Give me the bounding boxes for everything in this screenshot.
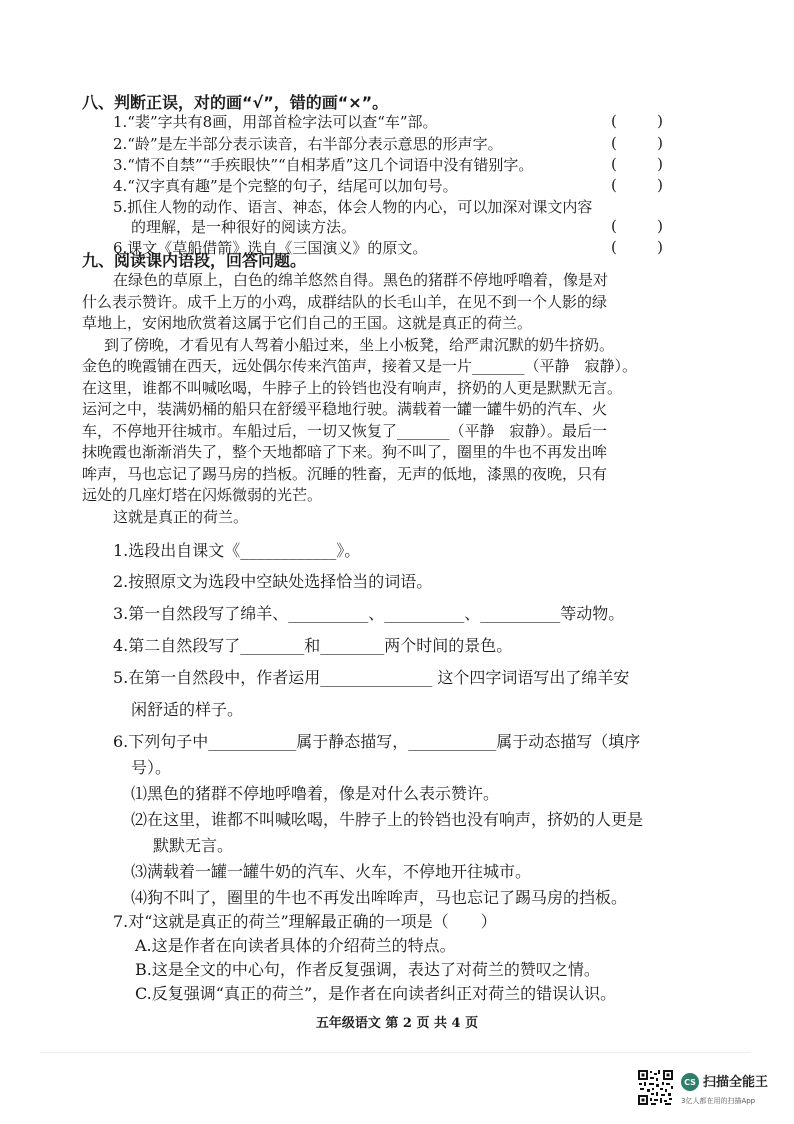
passage-line: 车，不停地开往城市。车船过后，一切又恢复了_______（平静 寂静）。最后一	[82, 422, 608, 440]
question-5: 5.在第一自然段中，作者运用______________ 这个四字词语写出了绵羊安	[113, 668, 630, 687]
choice-c: C.反复强调“真正的荷兰”，是作者在向读者纠正对荷兰的错误认识。	[135, 984, 617, 1003]
choice-b: B.这是全文的中心句，作者反复强调，表达了对荷兰的赞叹之情。	[135, 960, 600, 979]
qr-code-icon	[637, 1069, 674, 1106]
option-sentence-3: ⑶满载着一罐一罐牛奶的汽车、火车，不停地开往城市。	[131, 862, 532, 881]
question-5-cont: 闲舒适的样子。	[131, 700, 244, 719]
option-sentence-4: ⑷狗不叫了，圈里的牛也不再发出哞哞声，马也忘记了踢马房的挡板。	[131, 888, 628, 907]
question-1: 1.选段出自课文《____________》。	[113, 541, 361, 560]
judge-item-3: 3.“情不自禁”“手疾眼快”“自相茅盾”这几个词语中没有错别字。	[113, 156, 534, 174]
option-sentence-2-cont: 默默无言。	[153, 836, 234, 855]
choice-a: A.这是作者在向读者具体的介绍荷兰的特点。	[135, 936, 456, 955]
judge-item-1: 1.“裴”字共有8画，用部首检字法可以查“车”部。	[113, 113, 438, 131]
passage-line: 这就是真正的荷兰。	[113, 508, 249, 526]
passage-line: 到了傍晚，才看见有人驾着小船过来，坐上小板凳，给严肃沉默的奶牛挤奶。	[104, 336, 615, 354]
passage-line: 什么表示赞许。成千上万的小鸡，成群结队的长毛山羊，在见不到一个人影的绿	[82, 293, 608, 311]
question-6: 6.下列句子中___________属于静态描写，___________属于动态描写（填序	[113, 732, 641, 751]
option-sentence-2: ⑵在这里，谁都不叫喊吆喝，牛脖子上的铃铛也没有响声，挤奶的人更是	[131, 810, 644, 829]
judge-item-6: 6.课文《草船借箭》选自《三国演义》的原文。	[113, 239, 428, 257]
passage-line: 运河之中，装满奶桶的船只在舒缓平稳地行驶。满载着一罐一罐牛奶的汽车、火	[82, 400, 608, 418]
judge-item-4: 4.“汉字真有趣”是个完整的句子，结尾可以加句号。	[113, 177, 458, 195]
passage-line: 远处的几座灯塔在闪烁微弱的光芒。	[82, 486, 323, 504]
option-sentence-1: ⑴黑色的猪群不停地呼噜着，像是对什么表示赞许。	[131, 784, 500, 803]
scanner-app-name: 扫描全能王	[703, 1075, 769, 1090]
answer-paren-3: ( )	[611, 155, 663, 173]
question-2: 2.按照原文为选段中空缺处选择恰当的词语。	[113, 572, 433, 591]
judge-item-5: 5.抓住人物的动作、语言、神态，体会人物的内心，可以加深对课文内容	[113, 198, 593, 216]
camscanner-logo-icon: CS	[681, 1073, 699, 1091]
passage-line: 草地上，安闲地欣赏着这属于它们自己的王国。这就是真正的荷兰。	[82, 314, 533, 332]
answer-paren-4: ( )	[611, 176, 663, 194]
answer-paren-6: ( )	[611, 238, 663, 256]
question-7: 7.对“这就是真正的荷兰”理解最正确的一项是（ ）	[113, 912, 497, 931]
passage-line: 在这里，谁都不叫喊吆喝，牛脖子上的铃铛也没有响声，挤奶的人更是默默无言。	[82, 379, 623, 397]
answer-paren-1: ( )	[611, 112, 663, 130]
page-footer: 五年级语文 第 2 页 共 4 页	[315, 1016, 479, 1031]
question-6-cont: 号）。	[131, 758, 172, 777]
page-divider	[40, 1052, 750, 1053]
judge-item-5-cont: 的理解，是一种很好的阅读方法。	[131, 218, 357, 236]
scanner-tagline: 3亿人都在用的扫描App	[681, 1097, 756, 1105]
answer-paren-5: ( )	[611, 217, 663, 235]
passage-line: 在绿色的草原上，白色的绵羊悠然自得。黑色的猪群不停地呼噜着，像是对	[113, 271, 609, 289]
judge-item-2: 2.“龄”是左半部分表示读音，右半部分表示意思的形声字。	[113, 135, 503, 153]
question-3: 3.第一自然段写了绵羊、__________、__________、__________等动物。	[113, 604, 625, 623]
passage-line: 抹晚霞也渐渐消失了，整个天地都暗了下来。狗不叫了，圈里的牛也不再发出哞	[82, 443, 608, 461]
question-4: 4.第二自然段写了________和________两个时间的景色。	[113, 636, 513, 655]
answer-paren-2: ( )	[611, 134, 663, 152]
section-8-title: 八、判断正误，对的画“√”，错的画“×”。	[82, 93, 389, 112]
section-9-title: 九、阅读课内语段，回答问题。	[82, 251, 307, 270]
passage-line: 金色的晚霞铺在西天，远处偶尔传来汽笛声，接着又是一片_______（平静 寂静）。	[82, 357, 638, 375]
passage-line: 哞声，马也忘记了踢马房的挡板。沉睡的牲畜，无声的低地，漆黑的夜晚，只有	[82, 465, 608, 483]
